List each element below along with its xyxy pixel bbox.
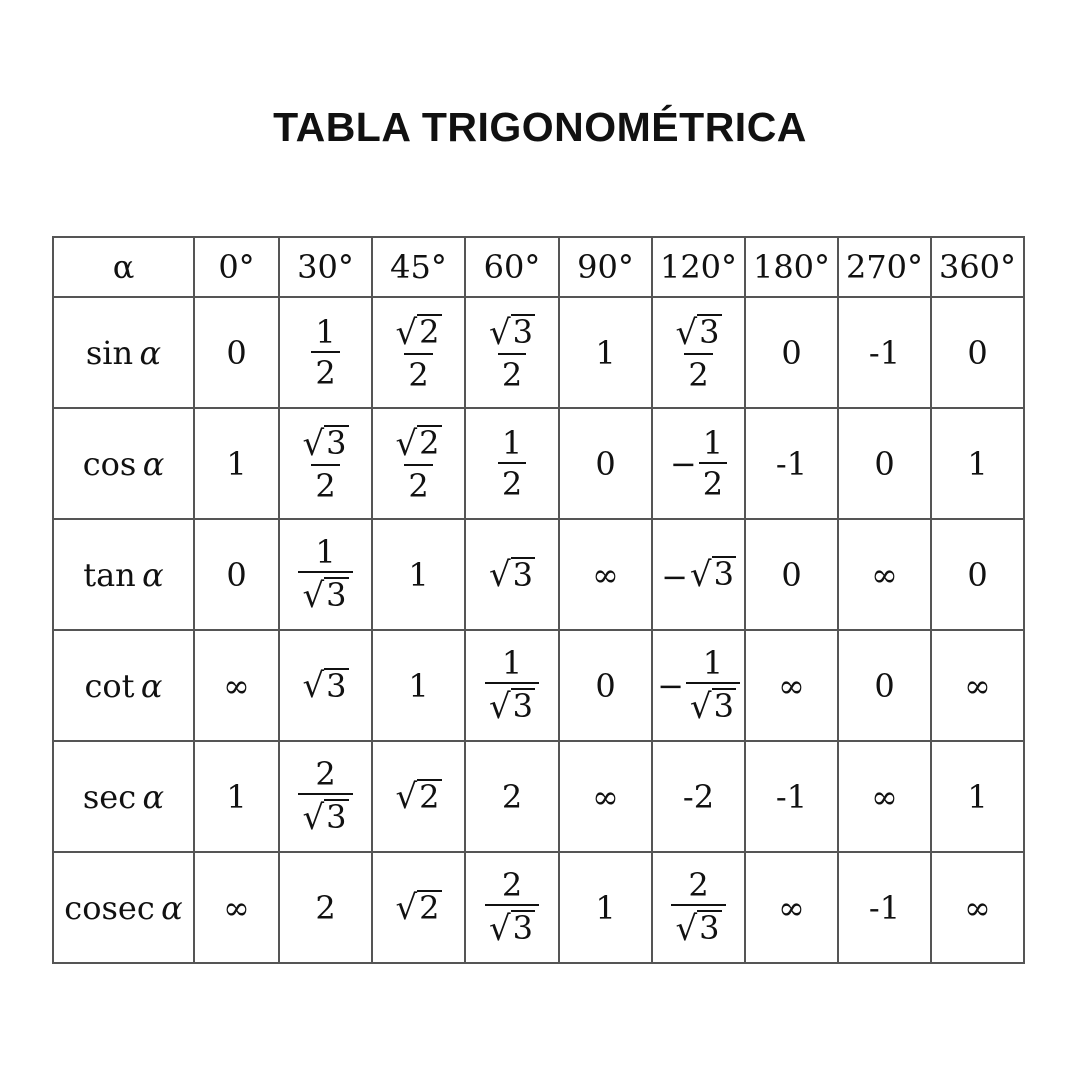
fraction	[311, 313, 339, 392]
numerator	[498, 644, 526, 683]
math-token: -1	[868, 333, 901, 372]
table-cell	[372, 297, 465, 408]
math-token	[395, 778, 441, 816]
function-label	[53, 297, 194, 408]
header-angle: 180°	[745, 237, 838, 297]
math-token: 2	[688, 355, 709, 394]
function-label	[53, 408, 194, 519]
table-cell	[279, 297, 372, 408]
radicand: 3	[699, 313, 720, 352]
table-cell	[931, 408, 1024, 519]
math-token	[302, 425, 348, 463]
math-token: -1	[775, 444, 808, 483]
math-token	[675, 314, 721, 352]
table-cell	[652, 408, 745, 519]
table-row-sin	[53, 297, 1024, 408]
table-cell	[559, 852, 652, 963]
denominator	[298, 793, 352, 838]
angle-variable: α	[140, 666, 163, 705]
table-cell	[465, 519, 559, 630]
function-name: sin	[85, 333, 134, 372]
page-title: TABLA TRIGONOMÉTRICA	[273, 104, 807, 150]
table-cell	[652, 519, 745, 630]
radical-sign: √	[395, 312, 418, 353]
math-token	[489, 314, 535, 352]
denominator	[684, 353, 712, 394]
table-row-sec	[53, 741, 1024, 852]
table-cell	[279, 519, 372, 630]
table-cell	[559, 630, 652, 741]
square-root	[488, 908, 535, 949]
math-token: ∞	[964, 888, 991, 927]
table-row-tan	[53, 519, 1024, 630]
table-cell	[745, 852, 838, 963]
table-cell	[838, 297, 931, 408]
denominator	[404, 353, 432, 394]
table-row-cosec	[53, 852, 1024, 963]
function-name: cosec	[64, 888, 155, 927]
radical-sign: √	[488, 908, 511, 949]
table-cell	[745, 297, 838, 408]
table-cell	[652, 630, 745, 741]
header-angle: 0°	[194, 237, 279, 297]
fraction	[298, 423, 352, 505]
fraction	[686, 644, 740, 727]
table-cell	[465, 741, 559, 852]
radicand: 2	[419, 888, 440, 927]
function-label	[53, 519, 194, 630]
math-token: 1	[501, 424, 523, 462]
math-token: 1	[967, 777, 988, 816]
angle-variable: α	[142, 777, 165, 816]
radical-sign: √	[689, 686, 712, 727]
table-cell	[465, 408, 559, 519]
table-cell	[745, 630, 838, 741]
math-token: ∞	[778, 888, 805, 927]
radicand: 3	[512, 555, 534, 594]
table-cell	[194, 852, 279, 963]
table-cell	[372, 852, 465, 963]
radical-sign: √	[302, 423, 325, 464]
radical-sign: √	[689, 554, 712, 595]
radical-sign: √	[302, 575, 325, 616]
header-angle: 270°	[838, 237, 931, 297]
table-cell	[194, 297, 279, 408]
numerator	[311, 313, 339, 351]
function-label	[53, 741, 194, 852]
square-root	[395, 777, 441, 818]
math-token: ∞	[871, 777, 898, 816]
math-token: 2	[315, 755, 336, 794]
math-token: ∞	[592, 555, 619, 594]
table-cell	[279, 852, 372, 963]
radicand: 2	[419, 424, 440, 463]
table-cell	[194, 408, 279, 519]
radicand: 3	[699, 909, 720, 948]
radicand: 2	[419, 777, 440, 816]
denominator	[298, 571, 352, 616]
math-token: 1	[702, 644, 724, 683]
math-token	[489, 910, 535, 948]
math-token: 2	[408, 466, 429, 505]
math-token: 0	[595, 666, 616, 705]
math-token	[690, 688, 736, 726]
table-row-cot	[53, 630, 1024, 741]
math-token: ∞	[778, 666, 805, 705]
math-token: 1	[702, 424, 724, 462]
math-token	[395, 889, 441, 927]
radicand: 2	[419, 313, 440, 352]
radical-sign: √	[488, 686, 511, 727]
radicand: 3	[326, 424, 347, 463]
table-cell	[931, 297, 1024, 408]
denominator	[485, 682, 539, 727]
header-angle: 30°	[279, 237, 372, 297]
header-angle: 120°	[652, 237, 745, 297]
denominator	[311, 351, 339, 392]
function-name: cos	[82, 444, 137, 483]
square-root	[302, 797, 348, 838]
numerator	[311, 755, 339, 794]
square-root	[689, 554, 736, 595]
table-cell	[372, 519, 465, 630]
numerator	[498, 866, 526, 905]
radical-sign: √	[675, 908, 698, 949]
math-token: 1	[967, 444, 988, 483]
table-cell	[465, 852, 559, 963]
trig-table	[52, 236, 1025, 964]
table-cell	[652, 297, 745, 408]
radicand: 3	[326, 798, 347, 837]
math-token: -1	[775, 777, 808, 816]
square-root	[395, 312, 441, 353]
fraction	[671, 312, 725, 394]
math-token: 1	[226, 777, 247, 816]
math-token: 0	[781, 333, 802, 372]
numerator	[391, 314, 445, 353]
header-alpha: α	[53, 237, 194, 297]
denominator	[686, 682, 740, 727]
square-root	[488, 312, 535, 353]
math-token: 2	[501, 355, 523, 394]
denominator	[671, 904, 725, 949]
numerator	[684, 866, 712, 905]
angle-variable: α	[161, 888, 183, 927]
math-token	[675, 910, 721, 948]
denominator	[404, 464, 432, 505]
function-label	[53, 630, 194, 741]
angle-variable: α	[142, 555, 164, 594]
math-token: 0	[226, 333, 247, 372]
function-name: cot	[84, 666, 135, 705]
radical-sign: √	[395, 777, 418, 818]
table-cell	[372, 741, 465, 852]
table-row-cos	[53, 408, 1024, 519]
math-token	[489, 556, 535, 594]
numerator	[391, 425, 445, 464]
numerator	[699, 644, 727, 683]
math-token: ∞	[223, 888, 250, 927]
table-cell	[931, 630, 1024, 741]
radical-sign: √	[488, 555, 511, 596]
radical-sign: √	[488, 312, 511, 353]
math-token: 0	[874, 666, 895, 705]
math-token: ∞	[223, 666, 250, 705]
minus-sign: −	[657, 666, 684, 705]
math-token: 1	[315, 533, 336, 572]
math-token: 2	[501, 777, 523, 816]
table-cell	[838, 741, 931, 852]
table-cell	[652, 852, 745, 963]
table-cell	[745, 519, 838, 630]
math-token: 2	[688, 866, 709, 905]
math-token: 1	[595, 888, 616, 927]
table-cell	[465, 630, 559, 741]
square-root	[488, 555, 535, 596]
table-cell	[194, 519, 279, 630]
table-cell	[559, 741, 652, 852]
math-token	[395, 314, 441, 352]
radicand: 3	[512, 909, 534, 948]
table-cell	[559, 408, 652, 519]
table-cell	[372, 630, 465, 741]
header-angle: 45°	[372, 237, 465, 297]
function-name: sec	[82, 777, 137, 816]
numerator	[311, 533, 339, 572]
header-row	[53, 237, 1024, 297]
numerator	[699, 424, 727, 462]
math-token: ∞	[592, 777, 619, 816]
table-cell	[838, 630, 931, 741]
minus-sign: −	[669, 444, 697, 483]
math-token: 0	[226, 555, 247, 594]
table-cell	[279, 630, 372, 741]
math-token	[489, 688, 535, 726]
radical-sign: √	[395, 423, 418, 464]
math-token: 2	[315, 466, 336, 505]
table-cell	[559, 519, 652, 630]
math-token: ∞	[964, 666, 991, 705]
denominator	[498, 462, 526, 503]
table-cell	[838, 408, 931, 519]
square-root	[675, 312, 721, 353]
fraction	[671, 866, 725, 949]
math-token: 2	[408, 355, 429, 394]
numerator	[298, 425, 352, 464]
table-cell	[279, 741, 372, 852]
table-cell	[372, 408, 465, 519]
table-cell	[194, 741, 279, 852]
square-root	[488, 686, 535, 727]
radicand: 3	[326, 666, 347, 705]
math-token: ∞	[871, 555, 898, 594]
table-cell	[279, 408, 372, 519]
math-token	[302, 799, 348, 837]
square-root	[395, 423, 441, 464]
fraction	[298, 533, 352, 616]
fraction	[485, 866, 539, 949]
math-token: 2	[501, 465, 523, 503]
fraction	[699, 424, 727, 503]
math-token: 1	[315, 313, 336, 351]
header-angle: 60°	[465, 237, 559, 297]
square-root	[302, 423, 348, 464]
math-token: 2	[501, 866, 523, 905]
math-token: 1	[408, 555, 429, 594]
angle-variable: α	[142, 444, 165, 483]
math-token	[395, 425, 441, 463]
radicand: 3	[512, 687, 534, 726]
header-angle: 360°	[931, 237, 1024, 297]
math-token	[661, 554, 736, 597]
math-token: 1	[226, 444, 247, 483]
radicand: 3	[326, 576, 347, 615]
table-cell	[559, 297, 652, 408]
numerator	[485, 314, 539, 353]
function-name: tan	[83, 555, 136, 594]
radical-sign: √	[302, 797, 325, 838]
angle-variable: α	[139, 333, 162, 372]
denominator	[311, 464, 339, 505]
square-root	[689, 686, 736, 727]
math-token: 0	[781, 555, 802, 594]
denominator	[485, 904, 539, 949]
table-cell	[745, 408, 838, 519]
math-token: 0	[874, 444, 895, 483]
denominator	[498, 353, 526, 394]
fraction	[391, 312, 445, 394]
fraction	[498, 424, 526, 503]
square-root	[675, 908, 721, 949]
radical-sign: √	[395, 888, 418, 929]
table-cell	[745, 741, 838, 852]
minus-sign: −	[661, 558, 688, 597]
square-root	[395, 888, 441, 929]
numerator	[498, 424, 526, 462]
table-cell	[838, 852, 931, 963]
math-token: 2	[702, 465, 724, 503]
math-token: -2	[682, 777, 715, 816]
radical-sign: √	[675, 312, 698, 353]
math-token	[302, 577, 348, 615]
math-token: 2	[315, 354, 336, 392]
math-token: 1	[408, 666, 429, 705]
table-cell	[652, 741, 745, 852]
fraction	[391, 423, 445, 505]
header-angle: 90°	[559, 237, 652, 297]
table-cell	[931, 519, 1024, 630]
radicand: 3	[713, 687, 734, 726]
math-token: 1	[595, 333, 616, 372]
radicand: 3	[512, 313, 534, 352]
denominator	[699, 462, 727, 503]
table-cell	[838, 519, 931, 630]
math-token: 1	[501, 644, 523, 683]
square-root	[302, 575, 348, 616]
radical-sign: √	[302, 666, 325, 707]
math-token: -1	[868, 888, 901, 927]
math-token: 0	[967, 555, 988, 594]
table-cell	[931, 741, 1024, 852]
numerator	[671, 314, 725, 353]
fraction	[485, 644, 539, 727]
table-cell	[931, 852, 1024, 963]
function-label	[53, 852, 194, 963]
table-cell	[465, 297, 559, 408]
fraction	[485, 312, 539, 394]
math-token: 2	[315, 888, 336, 927]
fraction	[298, 755, 352, 838]
math-token: 0	[595, 444, 616, 483]
math-token: 0	[967, 333, 988, 372]
square-root	[302, 666, 348, 707]
radicand: 3	[713, 554, 734, 593]
table-cell	[194, 630, 279, 741]
math-token	[302, 667, 348, 705]
